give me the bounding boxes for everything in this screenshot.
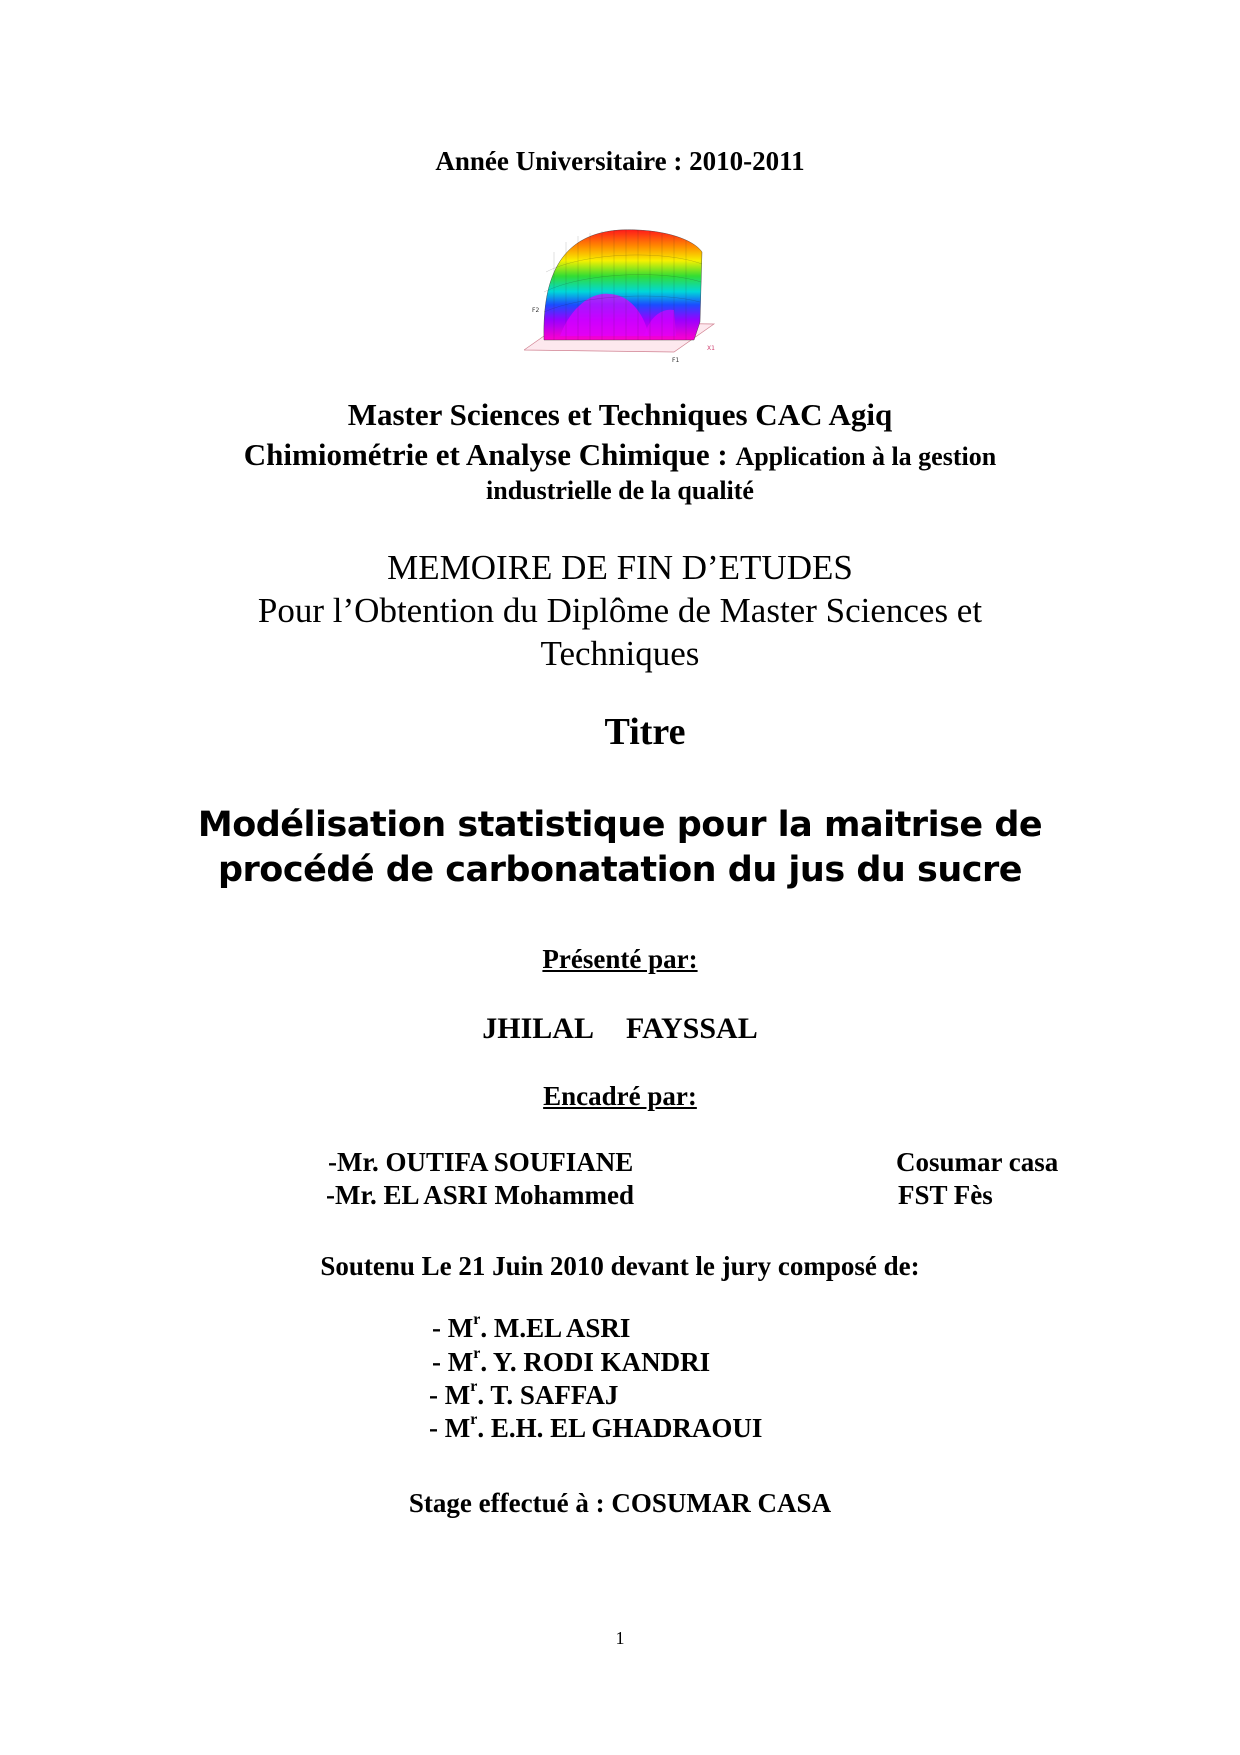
supervisor-affiliation: FST Fès — [898, 1180, 993, 1210]
page-number: 1 — [615, 1628, 625, 1648]
author-last: FAYSSAL — [625, 1012, 758, 1045]
supervised-by-label: Encadré par: — [543, 1081, 697, 1111]
jury-member: - $M^r$. E.H. EL GHADRAOUI — [429, 1411, 763, 1443]
author-first: JHILAL — [482, 1012, 594, 1045]
jury-member: - $M^r$. Y. RODI KANDRI — [432, 1345, 711, 1377]
specialty-main: Chimiométrie et Analyse Chimique : — [243, 437, 736, 472]
internship-location: Stage effectué à : COSUMAR CASA — [408, 1488, 832, 1518]
program-name: Master Sciences et Techniques CAC Agiq — [347, 397, 893, 432]
specialty-application: Application à la gestion — [735, 442, 997, 471]
svg-text:F2: F2 — [532, 307, 540, 314]
svg-text:X1: X1 — [707, 345, 715, 352]
academic-year: Année Universitaire : 2010-2011 — [435, 146, 805, 176]
memoire-purpose-cont: Techniques — [540, 634, 700, 673]
response-surface-figure — [524, 212, 724, 362]
supervisor-name: -Mr. EL ASRI Mohammed — [326, 1180, 635, 1210]
presented-by-label: Présenté par: — [542, 944, 698, 974]
memoire-heading: MEMOIRE DE FIN D’ETUDES — [387, 548, 853, 587]
supervisor-name: -Mr. OUTIFA SOUFIANE — [328, 1147, 634, 1177]
svg-text:F1: F1 — [672, 357, 680, 362]
title-label: Titre — [604, 711, 686, 753]
program-specialty — [0, 437, 1240, 473]
jury-member: - $M^r$. M.EL ASRI — [432, 1311, 631, 1343]
program-specialty-cont: industrielle de la qualité — [486, 476, 754, 505]
thesis-title-line1: Modélisation statistique pour la maitrise de — [197, 805, 1043, 845]
defense-statement: Soutenu Le 21 Juin 2010 devant le jury composé de: — [320, 1251, 920, 1281]
memoire-purpose: Pour l’Obtention du Diplôme de Master Sciences et — [257, 591, 983, 630]
thesis-title-line2: procédé de carbonatation du jus du sucre — [217, 850, 1023, 890]
jury-member: - $M^r$. T. SAFFAJ — [429, 1378, 619, 1410]
author-name — [0, 1012, 1240, 1046]
supervisor-affiliation: Cosumar casa — [896, 1147, 1059, 1177]
